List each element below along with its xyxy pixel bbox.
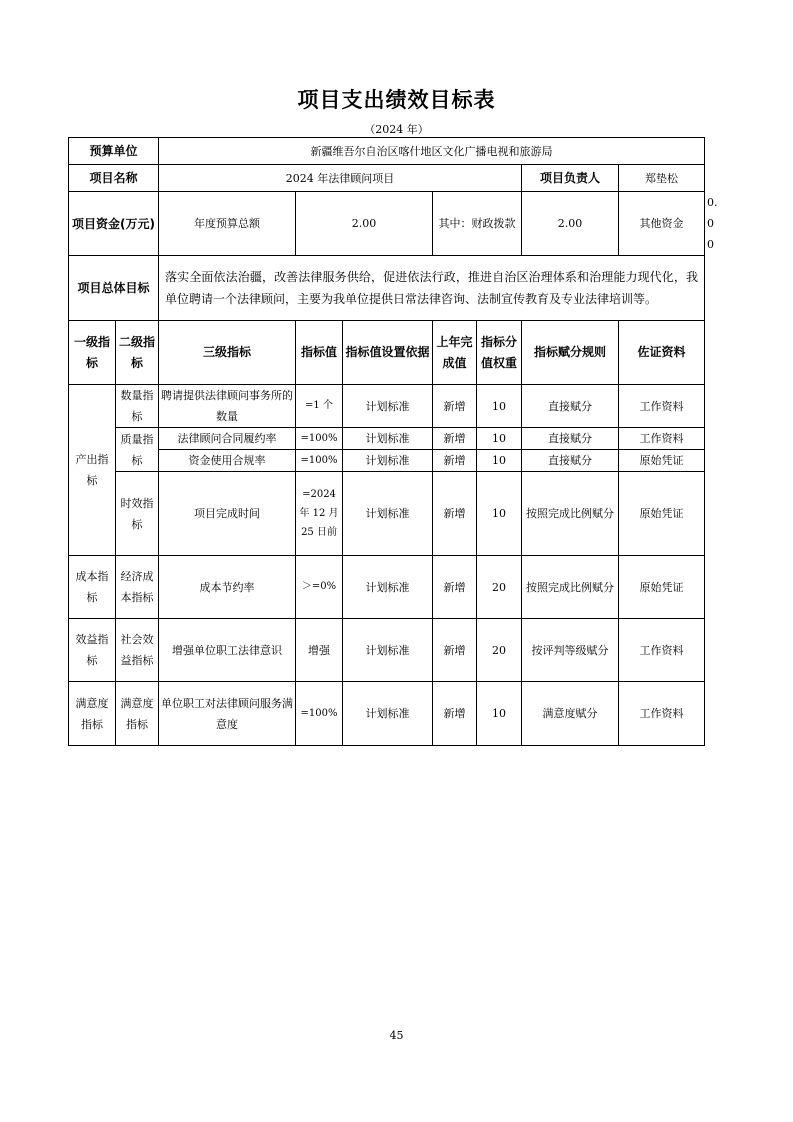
project-name-row	[69, 165, 705, 192]
level3-cell: 单位职工对法律顾问服务满意度	[159, 682, 296, 746]
last-year-cell: 新增	[433, 472, 477, 556]
weight-cell: 20	[477, 619, 522, 682]
annual-budget-label: 年度预算总额	[159, 192, 296, 256]
weight-cell: 10	[477, 682, 522, 746]
table-row	[69, 682, 705, 746]
goal-text: 落实全面依法治疆，改善法律服务供给，促进依法行政，推进自治区治理体系和治理能力现代化，我单位聘请一个法律顾问，主要为我单位提供日常法律咨询、法制宣传教育及专业法律培训等。	[159, 256, 705, 321]
evidence-cell: 原始凭证	[619, 556, 705, 619]
table-row	[69, 472, 705, 556]
unit-row	[69, 138, 705, 165]
level3-cell: 资金使用合规率	[159, 450, 296, 472]
rule-cell: 满意度赋分	[522, 682, 619, 746]
value-cell: =100%	[296, 428, 343, 450]
value-cell: =1 个	[296, 385, 343, 428]
rule-cell: 按评判等级赋分	[522, 619, 619, 682]
level2-cell: 时效指标	[116, 472, 159, 556]
page-number: 45	[389, 1029, 404, 1042]
evidence-cell: 工作资料	[619, 619, 705, 682]
value-cell: =100%	[296, 682, 343, 746]
evidence-cell: 工作资料	[619, 682, 705, 746]
annual-budget-value: 2.00	[296, 192, 433, 256]
owner-value: 郑垫松	[619, 165, 705, 192]
table-row	[69, 556, 705, 619]
rule-cell: 直接赋分	[522, 428, 619, 450]
rule-cell: 按照完成比例赋分	[522, 556, 619, 619]
project-name-label: 项目名称	[69, 165, 159, 192]
level1-cell: 满意度指标	[69, 682, 116, 746]
value-cell: =2024 年 12 月 25 日前	[296, 472, 343, 556]
last-year-cell: 新增	[433, 619, 477, 682]
level3-cell: 成本节约率	[159, 556, 296, 619]
header-rule: 指标赋分规则	[522, 321, 619, 385]
table-row	[69, 428, 705, 450]
goal-row	[69, 256, 705, 321]
project-name-value: 2024 年法律顾问项目	[159, 165, 522, 192]
value-cell: =100%	[296, 450, 343, 472]
weight-cell: 10	[477, 428, 522, 450]
last-year-cell: 新增	[433, 385, 477, 428]
rule-cell: 直接赋分	[522, 385, 619, 428]
funds-label: 项目资金(万元)	[69, 192, 159, 256]
header-level2: 二级指标	[116, 321, 159, 385]
page-title: 项目支出绩效目标表	[297, 88, 496, 112]
header-weight: 指标分值权重	[477, 321, 522, 385]
basis-cell: 计划标准	[343, 428, 433, 450]
level2-cell: 质量指标	[116, 428, 159, 472]
last-year-cell: 新增	[433, 682, 477, 746]
basis-cell: 计划标准	[343, 450, 433, 472]
basis-cell: 计划标准	[343, 472, 433, 556]
table-row	[69, 385, 705, 428]
level2-cell: 满意度指标	[116, 682, 159, 746]
fiscal-label: 其中：财政拨款	[433, 192, 522, 256]
value-cell: 增强	[296, 619, 343, 682]
weight-cell: 20	[477, 556, 522, 619]
table-row	[69, 450, 705, 472]
header-value: 指标值	[296, 321, 343, 385]
year-label: （2024 年）	[364, 123, 429, 136]
last-year-cell: 新增	[433, 450, 477, 472]
basis-cell: 计划标准	[343, 385, 433, 428]
header-row	[69, 321, 705, 385]
fiscal-value: 2.00	[522, 192, 619, 256]
header-basis: 指标值设置依据	[343, 321, 433, 385]
funds-row: 项目资金(万元) 年度预算总额 2.00 其中：财政拨款 2.00 其他资金 0.00	[69, 192, 705, 256]
header-last-year: 上年完成值	[433, 321, 477, 385]
value-cell: ＞=0%	[296, 556, 343, 619]
unit-label: 预算单位	[69, 138, 159, 165]
evidence-cell: 工作资料	[619, 428, 705, 450]
performance-table	[68, 137, 718, 746]
goal-label: 项目总体目标	[69, 256, 159, 321]
last-year-cell: 新增	[433, 428, 477, 450]
level3-cell: 增强单位职工法律意识	[159, 619, 296, 682]
level2-cell: 经济成本指标	[116, 556, 159, 619]
level2-cell: 社会效益指标	[116, 619, 159, 682]
table-row	[69, 619, 705, 682]
level1-cell: 效益指标	[69, 619, 116, 682]
header-evidence: 佐证资料	[619, 321, 705, 385]
level1-cell: 成本指标	[69, 556, 116, 619]
level1-cell: 产出指标	[69, 385, 116, 556]
last-year-cell: 新增	[433, 556, 477, 619]
rule-cell: 按照完成比例赋分	[522, 472, 619, 556]
evidence-cell: 原始凭证	[619, 472, 705, 556]
weight-cell: 10	[477, 450, 522, 472]
level3-cell: 聘请提供法律顾问事务所的数量	[159, 385, 296, 428]
evidence-cell: 原始凭证	[619, 450, 705, 472]
unit-value: 新疆维吾尔自治区喀什地区文化广播电视和旅游局	[159, 138, 705, 165]
evidence-cell: 工作资料	[619, 385, 705, 428]
basis-cell: 计划标准	[343, 619, 433, 682]
level3-cell: 项目完成时间	[159, 472, 296, 556]
header-level1: 一级指标	[69, 321, 116, 385]
level3-cell: 法律顾问合同履约率	[159, 428, 296, 450]
weight-cell: 10	[477, 472, 522, 556]
header-level3: 三级指标	[159, 321, 296, 385]
basis-cell: 计划标准	[343, 556, 433, 619]
owner-label: 项目负责人	[522, 165, 619, 192]
weight-cell: 10	[477, 385, 522, 428]
level2-cell: 数量指标	[116, 385, 159, 428]
basis-cell: 计划标准	[343, 682, 433, 746]
other-label: 其他资金	[619, 192, 705, 256]
rule-cell: 直接赋分	[522, 450, 619, 472]
